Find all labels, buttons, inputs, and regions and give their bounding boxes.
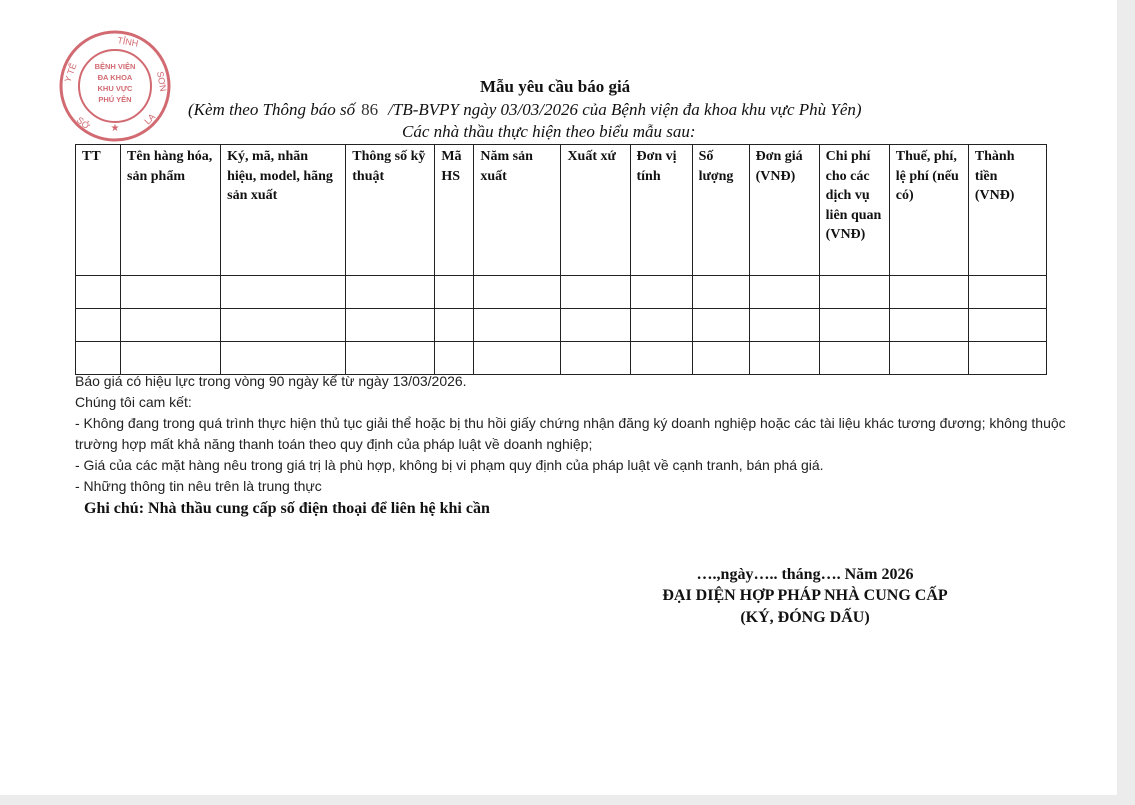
table-cell: [692, 342, 749, 375]
table-cell: [435, 276, 474, 309]
column-header: Thành tiền (VNĐ): [968, 145, 1046, 276]
table-cell: [889, 309, 968, 342]
table-cell: [76, 276, 121, 309]
column-header: Đơn vị tính: [630, 145, 692, 276]
signature-instruction: (KÝ, ĐÓNG DẤU): [740, 609, 870, 626]
note-text: Ghi chú: Nhà thầu cung cấp số điện thoại để liên hệ khi cần: [84, 500, 490, 517]
column-header: Chi phí cho các dịch vụ liên quan (VNĐ): [819, 145, 889, 276]
column-header: Đơn giá (VNĐ): [749, 145, 819, 276]
table-cell: [968, 309, 1046, 342]
column-header: Năm sản xuất: [474, 145, 561, 276]
table-cell: [889, 276, 968, 309]
table-cell: [749, 342, 819, 375]
table-cell: [561, 276, 630, 309]
column-header: Ký, mã, nhãn hiệu, model, hãng sản xuất: [221, 145, 346, 276]
column-header: Thuế, phí, lệ phí (nếu có): [889, 145, 968, 276]
commitment-intro: Chúng tôi cam kết:: [75, 394, 192, 410]
quote-table: [75, 144, 1047, 375]
stamp-line-4: PHÚ YÊN: [98, 95, 132, 104]
table-cell: [968, 342, 1046, 375]
stamp-line-2: ĐA KHOA: [97, 73, 133, 82]
subtitle-prefix: (Kèm theo Thông báo số: [188, 100, 356, 119]
table-cell: [692, 309, 749, 342]
table-cell: [221, 342, 346, 375]
table-cell: [76, 342, 121, 375]
stamp-left-text: Y TẾ: [62, 61, 79, 84]
table-cell: [889, 342, 968, 375]
table-cell: [749, 309, 819, 342]
table-cell: [630, 309, 692, 342]
table-cell: [435, 342, 474, 375]
table-row: [76, 309, 1047, 342]
commitment-section: [75, 371, 1075, 497]
table-cell: [819, 342, 889, 375]
table-cell: [474, 342, 561, 375]
stamp-right-text: SƠN: [155, 70, 169, 93]
column-header: Thông số kỹ thuật: [346, 145, 435, 276]
table-cell: [630, 342, 692, 375]
hospital-stamp: [56, 27, 174, 145]
validity-text: Báo giá có hiệu lực trong vòng 90 ngày kể từ ngày 13/03/2026.: [75, 373, 467, 389]
svg-text:★: ★: [110, 123, 120, 134]
table-row: [76, 342, 1047, 375]
column-header: TT: [76, 145, 121, 276]
commitment-item: - Giá của các mặt hàng nêu trong giá trị là phù hợp, không bị vi phạm quy định của pháp luật về cạnh tranh, bán phá giá.: [75, 457, 824, 473]
stamp-top-text: TỈNH: [116, 35, 140, 49]
table-cell: [561, 309, 630, 342]
table-cell: [346, 342, 435, 375]
table-cell: [561, 342, 630, 375]
table-cell: [630, 276, 692, 309]
stamp-bottom-right-text: LA: [142, 111, 158, 127]
table-cell: [221, 276, 346, 309]
notice-number: 86: [361, 100, 379, 119]
column-header: Số lượng: [692, 145, 749, 276]
table-cell: [692, 276, 749, 309]
table-cell: [221, 309, 346, 342]
commitment-item: - Không đang trong quá trình thực hiện thủ tục giải thể hoặc bị thu hồi giấy chứng nhận đăng ký doanh nghiệp hoặc các tài liệu khác tương đương; không thuộc trường hợp mất khả năng thanh toán theo quy định của pháp luật về doanh nghiệp;: [75, 415, 1066, 452]
table-cell: [474, 309, 561, 342]
column-header: Mã HS: [435, 145, 474, 276]
table-cell: [346, 276, 435, 309]
signature-date-line: ….,ngày….. tháng…. Năm 2026: [696, 566, 914, 583]
column-header: Xuất xứ: [561, 145, 630, 276]
commitment-item: - Những thông tin nêu trên là trung thực: [75, 478, 322, 494]
table-cell: [76, 309, 121, 342]
form-instruction: Các nhà thầu thực hiện theo biểu mẫu sau:: [402, 122, 696, 141]
table-cell: [121, 342, 221, 375]
signature-title: ĐẠI DIỆN HỢP PHÁP NHÀ CUNG CẤP: [662, 587, 948, 604]
column-header: Tên hàng hóa, sản phẩm: [121, 145, 221, 276]
table-cell: [819, 276, 889, 309]
table-cell: [435, 309, 474, 342]
table-cell: [968, 276, 1046, 309]
table-header-row: [76, 145, 1047, 276]
table-cell: [474, 276, 561, 309]
table-row: [76, 276, 1047, 309]
document-title: Mẫu yêu cầu báo giá: [480, 77, 631, 96]
stamp-line-1: BỆNH VIỆN: [94, 62, 136, 71]
stamp-line-3: KHU VỰC: [97, 84, 133, 93]
table-cell: [346, 309, 435, 342]
document-subtitle: [188, 100, 862, 120]
table-cell: [121, 309, 221, 342]
subtitle-suffix: /TB-BVPY ngày 03/03/2026 của Bệnh viện đa khoa khu vực Phù Yên): [388, 100, 862, 119]
table-cell: [749, 276, 819, 309]
stamp-bottom-text: SỞ: [74, 114, 92, 132]
table-cell: [121, 276, 221, 309]
table-cell: [819, 309, 889, 342]
